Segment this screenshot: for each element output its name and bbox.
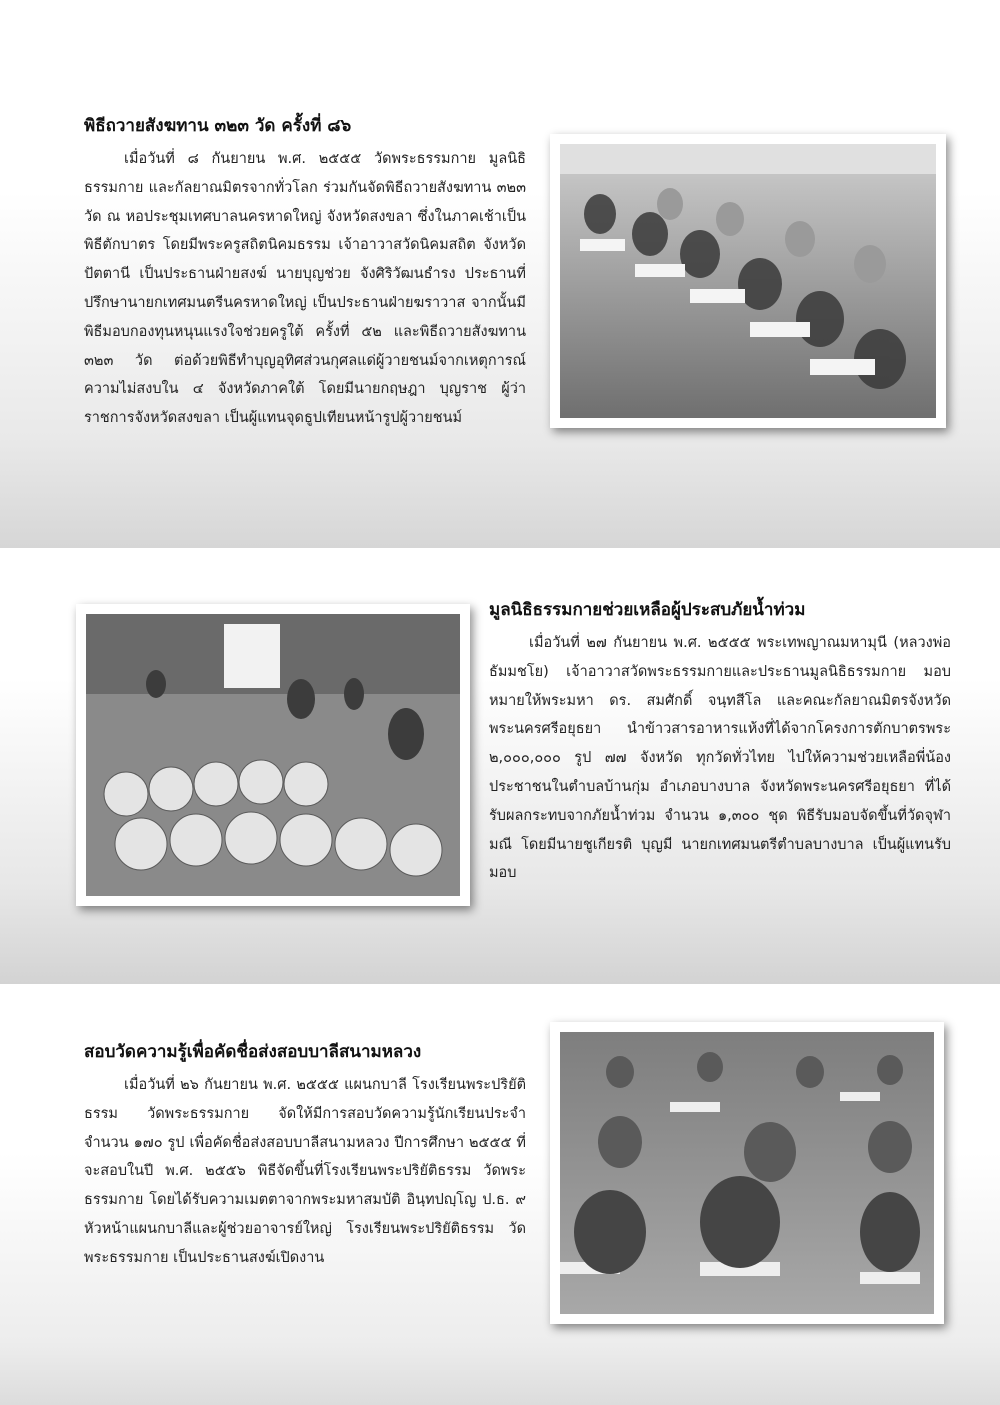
article-flood-relief <box>489 596 951 888</box>
article-body: เมื่อวันที่ ๘ กันยายน พ.ศ. ๒๕๕๕ วัดพระธรรมกาย มูลนิธิธรรมกาย และกัลยาณมิตรจากทั่วโลก ร่วมกันจัดพิธีถวายสังฆทาน ๓๒๓ วัด ณ หอประชุมเทศบาลนครหาดใหญ่ จังหวัดสงขลา ซึ่งในภาคเช้าเป็นพิธีตักบาตร โดยมีพระครูสถิตนิคมธรรม เจ้าอาวาสวัดนิคมสถิต จังหวัดปัตตานี เป็นประธานฝ่ายสงฆ์ นายบุญช่วย จังศิริวัฒนธำรง ประธานที่ปรึกษานายกเทศมนตรีนครหาดใหญ่ เป็นประธานฝ่ายฆราวาส จากนั้นมีพิธีมอบกองทุนหนุนแรงใจช่วยครูใต้ ครั้งที่ ๕๒ และพิธีถวายสังฆทาน ๓๒๓ วัด ต่อด้วยพิธีทำบุญอุทิศส่วนกุศลแด่ผู้วายชนม์จากเหตุการณ์ความไม่สงบใน ๔ จังหวัดภาคใต้ โดยมีนายกฤษฎา บุญราช ผู้ว่าราชการจังหวัดสงขลา เป็นผู้แทนจุดธูปเทียนหน้ารูปผู้วายชนม์ <box>84 151 526 427</box>
monks-and-laypeople-seated-rows-photo <box>550 134 946 428</box>
article-headline: มูลนิธิธรรมกายช่วยเหลือผู้ประสบภัยน้ำท่วม <box>489 600 806 620</box>
article-headline: พิธีถวายสังฆทาน ๓๒๓ วัด ครั้งที่ ๘๖ <box>84 116 352 136</box>
relief-bags-ceremony-photo <box>76 604 470 906</box>
monks-writing-exam-photo <box>550 1022 944 1324</box>
article-offering-ceremony <box>84 112 526 433</box>
article-pali-exam <box>84 1038 526 1273</box>
article-body: เมื่อวันที่ ๒๗ กันยายน พ.ศ. ๒๕๕๕ พระเทพญาณมหามุนี (หลวงพ่อธัมมชโย) เจ้าอาวาสวัดพระธรรมกายและประธานมูลนิธิธรรมกาย มอบหมายให้พระมหา ดร. สมศักดิ์ จนฺทสีโล และคณะกัลยาณมิตรจังหวัดพระนครศรีอยุธยา นำข้าวสารอาหารแห้งที่ได้จากโครงการตักบาตรพระ ๒,๐๐๐,๐๐๐ รูป ๗๗ จังหวัด ทุกวัดทั่วไทย ไปให้ความช่วยเหลือพี่น้องประชาชนในตำบลบ้านกุ่ม อำเภอบางบาล จังหวัดพระนครศรีอยุธยา ที่ได้รับผลกระทบจากภัยน้ำท่วม จำนวน ๑,๓๐๐ ชุด พิธีรับมอบจัดขึ้นที่วัดจุฬามณี โดยมีนายชูเกียรติ บุญมี นายกเทศมนตรีตำบลบางบาล เป็นผู้แทนรับมอบ <box>489 635 951 882</box>
article-body: เมื่อวันที่ ๒๖ กันยายน พ.ศ. ๒๕๕๕ แผนกบาลี โรงเรียนพระปริยัติธรรม วัดพระธรรมกาย จัดให้มีการสอบวัดความรู้นักเรียนประจำ จำนวน ๑๗๐ รูป เพื่อคัดชื่อส่งสอบบาลีสนามหลวง ปีการศึกษา ๒๕๕๕ ที่จะสอบในปี พ.ศ. ๒๕๕๖ พิธีจัดขึ้นที่โรงเรียนพระปริยัติธรรม วัดพระธรรมกาย โดยได้รับความเมตตาจากพระมหาสมบัติ อินฺทปญฺโญ ป.ธ. ๙ หัวหน้าแผนกบาลีและผู้ช่วยอาจารย์ใหญ่ โรงเรียนพระปริยัติธรรม วัดพระธรรมกาย เป็นประธานสงฆ์เปิดงาน <box>84 1077 526 1266</box>
article-headline: สอบวัดความรู้เพื่อคัดชื่อส่งสอบบาลีสนามหลวง <box>84 1042 422 1062</box>
